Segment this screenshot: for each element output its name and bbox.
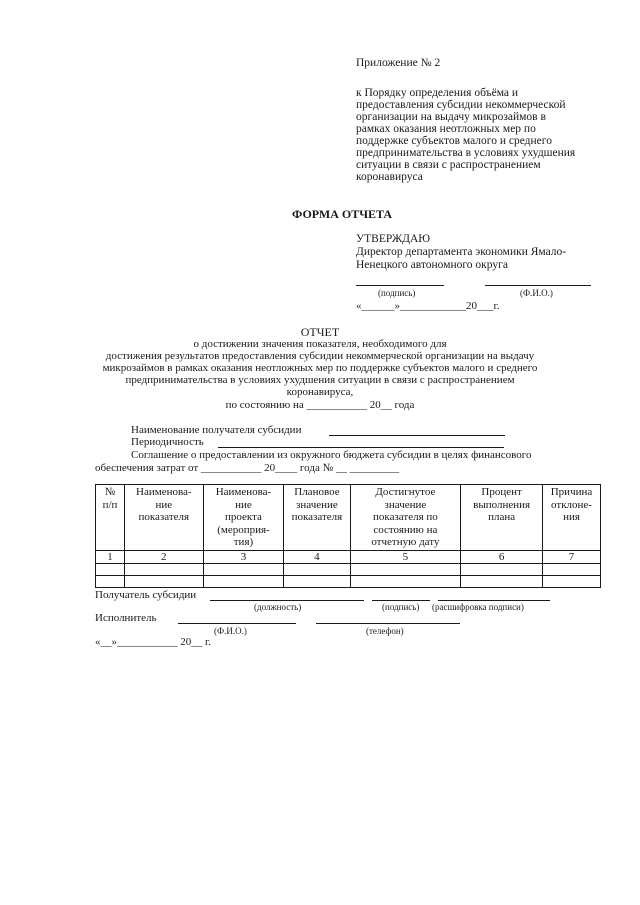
periodicity-input-line[interactable]: [218, 447, 504, 448]
appendix-line: предоставления субсидии некоммерческой: [356, 99, 566, 111]
table-cell[interactable]: [124, 564, 203, 576]
approve-heading: УТВЕРЖДАЮ: [356, 233, 431, 245]
form-title: ФОРМА ОТЧЕТА: [292, 207, 393, 221]
executor-label: Исполнитель: [95, 612, 157, 624]
table-header-row: [96, 485, 601, 551]
fio-label: (Ф.И.О.): [520, 288, 553, 298]
approve-date: «______»____________20___г.: [356, 300, 500, 312]
signature-label: (подпись): [382, 602, 420, 612]
header-percent: Процент выполнения плана: [461, 485, 543, 551]
report-line: о достижении значения показателя, необходимого для: [193, 338, 447, 350]
decode-line[interactable]: [438, 600, 550, 601]
table-row: [96, 564, 601, 576]
header-reason: Причина отклоне- ния: [543, 485, 601, 551]
report-line: микрозаймов в рамках оказания неотложных мер по поддержке субъектов малого и среднего: [102, 362, 538, 374]
fio-line[interactable]: [178, 623, 296, 624]
table-cell[interactable]: [284, 576, 350, 588]
table-cell[interactable]: [284, 564, 350, 576]
report-line: достижения результатов предоставления субсидии некоммерческой организации на выдачу: [105, 350, 535, 362]
table-row: [96, 576, 601, 588]
table-cell[interactable]: [543, 576, 601, 588]
table-number-row: [96, 550, 601, 564]
appendix-line: к Порядку определения объёма и: [356, 87, 519, 99]
report-title: ОТЧЕТ: [300, 325, 340, 339]
table-cell[interactable]: [96, 576, 125, 588]
column-number: 6: [461, 550, 543, 564]
table-cell[interactable]: [350, 576, 461, 588]
decode-label: (расшифровка подписи): [432, 602, 524, 612]
table-cell[interactable]: [96, 564, 125, 576]
fio-line: [485, 285, 591, 286]
table-cell[interactable]: [461, 564, 543, 576]
table-cell[interactable]: [543, 564, 601, 576]
position-label: (должность): [254, 602, 302, 612]
column-number: 4: [284, 550, 350, 564]
column-number: 1: [96, 550, 125, 564]
appendix-line: рамках оказания неотложных мер по: [356, 123, 536, 135]
column-number: 2: [124, 550, 203, 564]
header-achieved: Достигнутое значение показателя по состоянию на отчетную дату: [350, 485, 461, 551]
approve-position: Ненецкого автономного округа: [356, 259, 508, 271]
column-number: 7: [543, 550, 601, 564]
header-indicator: Наименова- ние показателя: [124, 485, 203, 551]
phone-label: (телефон): [366, 626, 404, 636]
table-cell[interactable]: [124, 576, 203, 588]
appendix-line: поддержке субъектов малого и среднего: [356, 135, 552, 147]
column-number: 3: [203, 550, 284, 564]
appendix-line: ситуации в связи с распространением: [356, 159, 541, 171]
recipient-label: Наименование получателя субсидии: [131, 424, 302, 436]
recipient-input-line[interactable]: [329, 435, 505, 436]
appendix-line: коронавируса: [356, 171, 423, 183]
recipient-signature-label: Получатель субсидии: [95, 589, 197, 601]
table-cell[interactable]: [203, 564, 284, 576]
phone-line[interactable]: [316, 623, 460, 624]
header-planned: Плановое значение показателя: [284, 485, 350, 551]
table-cell[interactable]: [350, 564, 461, 576]
column-number: 5: [350, 550, 461, 564]
report-table: [95, 484, 601, 588]
report-line: по состоянию на ___________ 20__ года: [225, 399, 415, 411]
agreement-line: обеспечения затрат от ___________ 20____ года № __ _________: [95, 462, 400, 474]
header-project: Наименова- ние проекта (мероприя- тия): [203, 485, 284, 551]
approve-position: Директор департамента экономики Ямало-: [356, 246, 567, 258]
periodicity-label: Периодичность: [131, 436, 204, 448]
table-cell[interactable]: [203, 576, 284, 588]
signature-line: [356, 285, 444, 286]
appendix-title: Приложение № 2: [356, 57, 441, 69]
position-line[interactable]: [210, 600, 364, 601]
footer-date: «__»___________ 20__ г.: [95, 636, 212, 648]
report-line: предпринимательства в условиях ухудшения ситуации в связи с распространением: [125, 374, 515, 386]
signature-line[interactable]: [372, 600, 430, 601]
report-line: коронавируса,: [286, 386, 354, 398]
fio-label: (Ф.И.О.): [214, 626, 247, 636]
agreement-line: Соглашение о предоставлении из окружного бюджета субсидии в целях финансового: [131, 449, 532, 461]
appendix-line: предпринимательства в условиях ухудшения: [356, 147, 576, 159]
signature-label: (подпись): [378, 288, 416, 298]
header-num: № п/п: [96, 485, 125, 551]
table-cell[interactable]: [461, 576, 543, 588]
appendix-line: организации на выдачу микрозаймов в: [356, 111, 546, 123]
